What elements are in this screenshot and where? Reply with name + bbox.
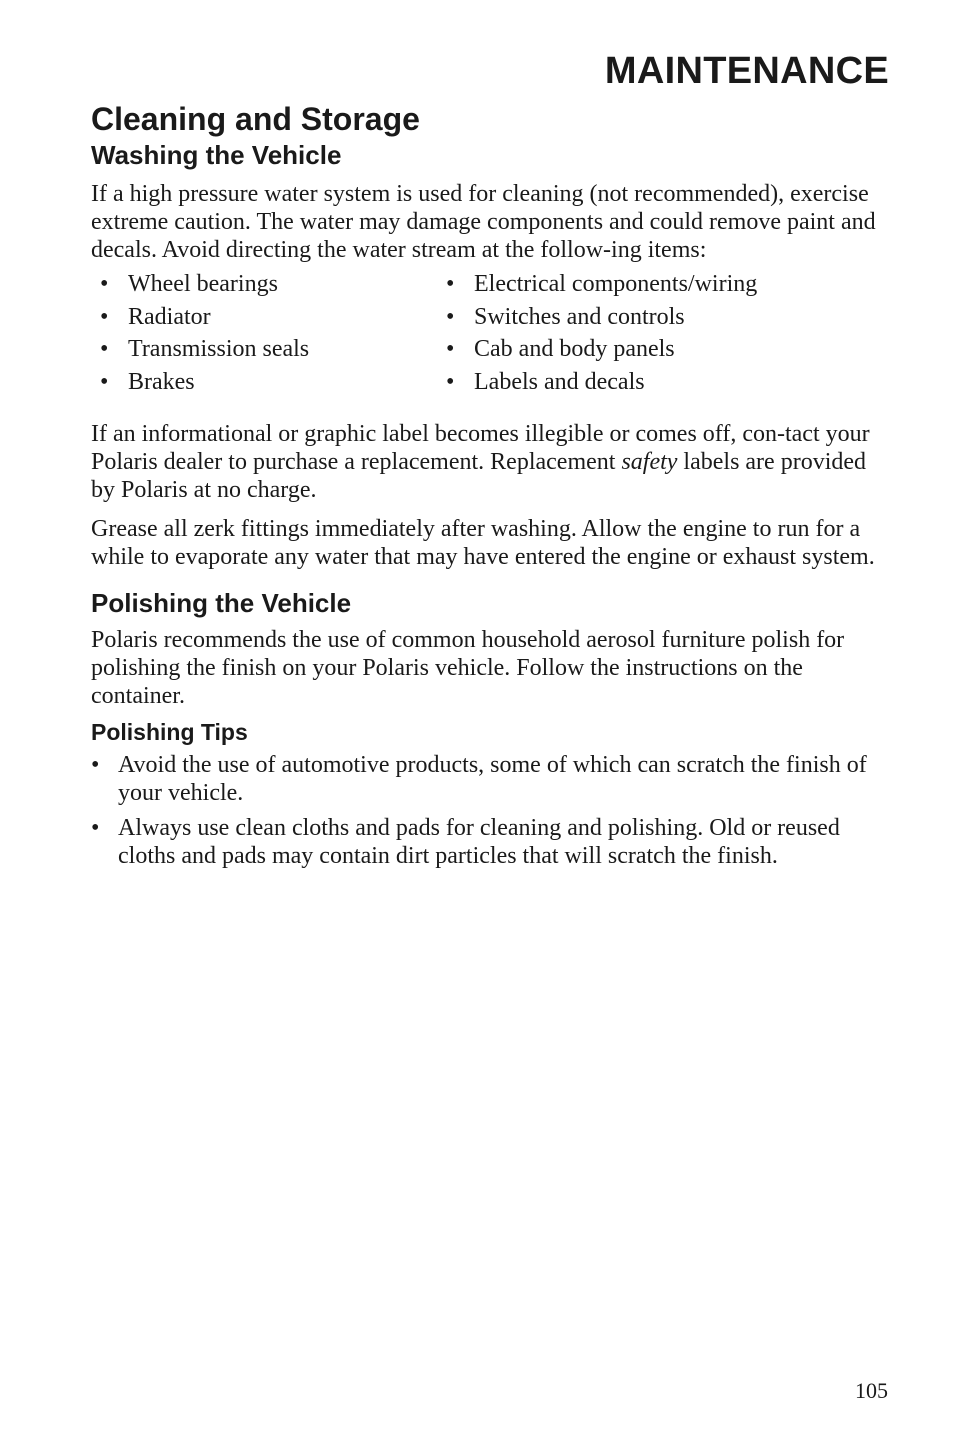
polishing-intro: Polaris recommends the use of common household aerosol furniture polish for polishing the finish on your Polaris vehicle. Follow the instructions on the container.: [91, 627, 845, 709]
list-item: • Transmission seals: [100, 333, 446, 366]
polishing-heading: Polishing the Vehicle: [91, 588, 352, 618]
polishing-tips-list: [91, 751, 891, 870]
avoid-items-right-column: [446, 268, 886, 398]
page-content: [91, 100, 891, 870]
washing-heading: Washing the Vehicle: [91, 140, 342, 170]
grease-note: Grease all zerk fittings immediately after washing. Allow the engine to run for a while to evaporate any water that may have entered the engine or exhaust system.: [91, 516, 875, 570]
label-note-emphasis: safety: [621, 449, 678, 475]
page-number: 105: [855, 1378, 888, 1403]
list-item: • Switches and controls: [446, 301, 886, 334]
list-item: • Electrical components/wiring: [446, 268, 886, 301]
polishing-tips-heading: Polishing Tips: [91, 719, 248, 745]
washing-intro: If a high pressure water system is used for cleaning (not recommended), exercise extreme caution. The water may damage components and could remove paint and decals. Avoid directing the water stream at the follow-ing items:: [91, 181, 876, 263]
chapter-title: MAINTENANCE: [604, 50, 889, 92]
label-note-text: If an informational or graphic label becomes illegible or comes off, con-tact your Polaris dealer to purchase a replacement. Replacement: [91, 421, 870, 475]
list-item: • Cab and body panels: [446, 333, 886, 366]
label-replacement-note: [91, 420, 891, 504]
section-title: Cleaning and Storage: [91, 101, 420, 137]
list-item: • Brakes: [100, 366, 446, 399]
list-item: • Always use clean cloths and pads for cleaning and polishing. Old or reused cloths and pads may contain dirt particles that will scratch the finish.: [91, 814, 891, 870]
avoid-items-list: [91, 268, 891, 398]
label-note-text-end: labels are provided by Polaris at no charge.: [91, 449, 867, 503]
avoid-items-left-column: [91, 268, 446, 398]
list-item: • Labels and decals: [446, 366, 886, 399]
list-item: • Wheel bearings: [100, 268, 446, 301]
list-item: • Avoid the use of automotive products, some of which can scratch the finish of your vehicle.: [91, 751, 891, 807]
list-item: • Radiator: [100, 301, 446, 334]
